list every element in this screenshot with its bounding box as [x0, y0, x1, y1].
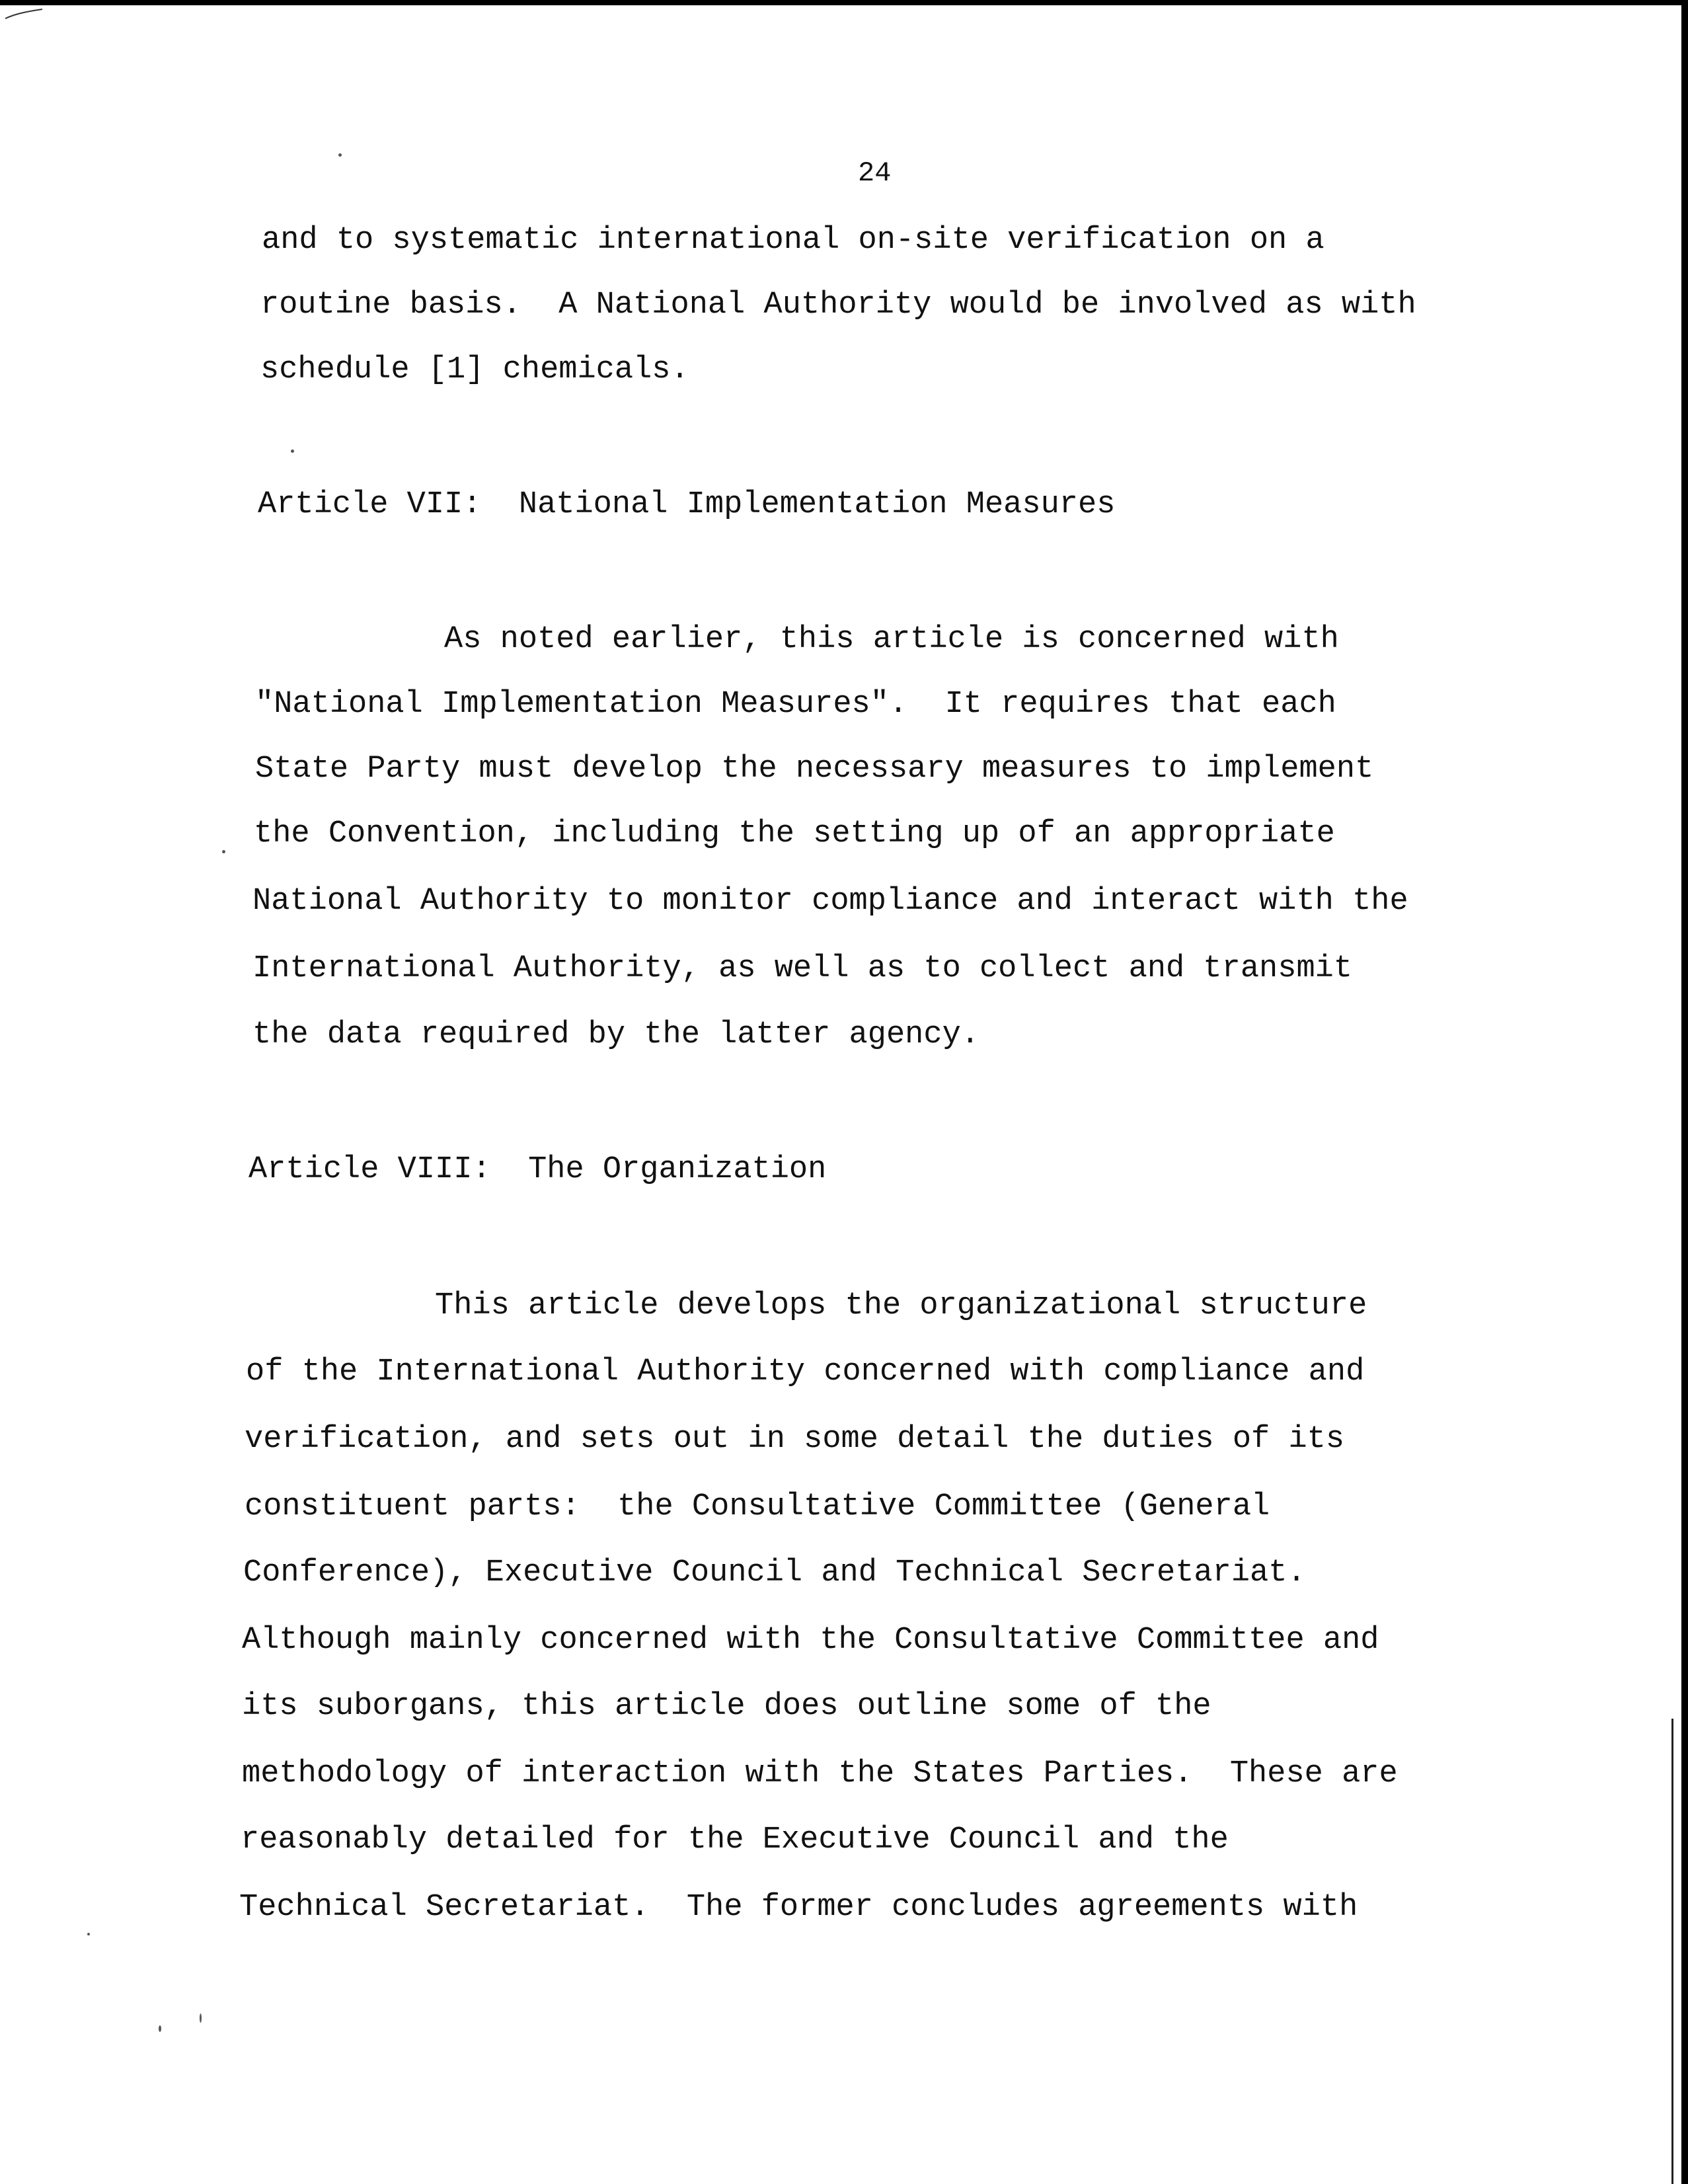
text-line: National Authority to monitor compliance and interact with the	[252, 884, 1408, 919]
text-line: This article develops the organizational structure	[249, 1288, 1367, 1323]
text-line: Technical Secretariat. The former concludes agreements with	[239, 1890, 1358, 1925]
text-line: methodology of interaction with the States Parties. These are	[242, 1756, 1398, 1791]
text-line: reasonably detailed for the Executive Council and the	[241, 1822, 1229, 1857]
text-line: of the International Authority concerned with compliance and	[246, 1354, 1365, 1389]
text-line: and to systematic international on-site verification on a	[262, 223, 1324, 258]
text-line: verification, and sets out in some detail the duties of its	[245, 1422, 1345, 1457]
text-line: the data required by the latter agency.	[252, 1017, 979, 1052]
text-line: constituent parts: the Consultative Committee (General	[245, 1489, 1270, 1524]
scan-speck	[200, 2013, 202, 2023]
scan-speck	[291, 449, 294, 453]
scan-corner-mark	[4, 8, 44, 21]
text-line: International Authority, as well as to collect and transmit	[252, 951, 1353, 986]
text-line: Although mainly concerned with the Consultative Committee and	[242, 1623, 1379, 1658]
text-line: State Party must develop the necessary measures to implement	[255, 752, 1374, 787]
text-line: the Convention, including the setting up of an appropriate	[254, 816, 1335, 851]
text-line: As noted earlier, this article is concerned with	[258, 622, 1339, 657]
text-line: Conference), Executive Council and Technical Secretariat.	[243, 1555, 1306, 1590]
scan-speck	[338, 153, 342, 157]
text-line: its suborgans, this article does outline some of the	[242, 1689, 1211, 1724]
scan-border-right-inner	[1671, 1719, 1673, 2184]
scan-speck	[222, 850, 225, 853]
section-heading: Article VIII: The Organization	[249, 1152, 827, 1187]
scan-speck	[159, 2025, 161, 2032]
text-line: schedule [1] chemicals.	[260, 352, 689, 387]
scan-border-right	[1681, 0, 1688, 2184]
text-line: "National Implementation Measures". It requires that each	[255, 687, 1336, 722]
section-heading: Article VII: National Implementation Measures	[258, 487, 1116, 522]
text-line: routine basis. A National Authority would be involved as with	[260, 288, 1416, 323]
page-number: 24	[858, 157, 892, 189]
scan-border-top	[0, 0, 1688, 5]
scan-speck	[87, 1933, 90, 1935]
